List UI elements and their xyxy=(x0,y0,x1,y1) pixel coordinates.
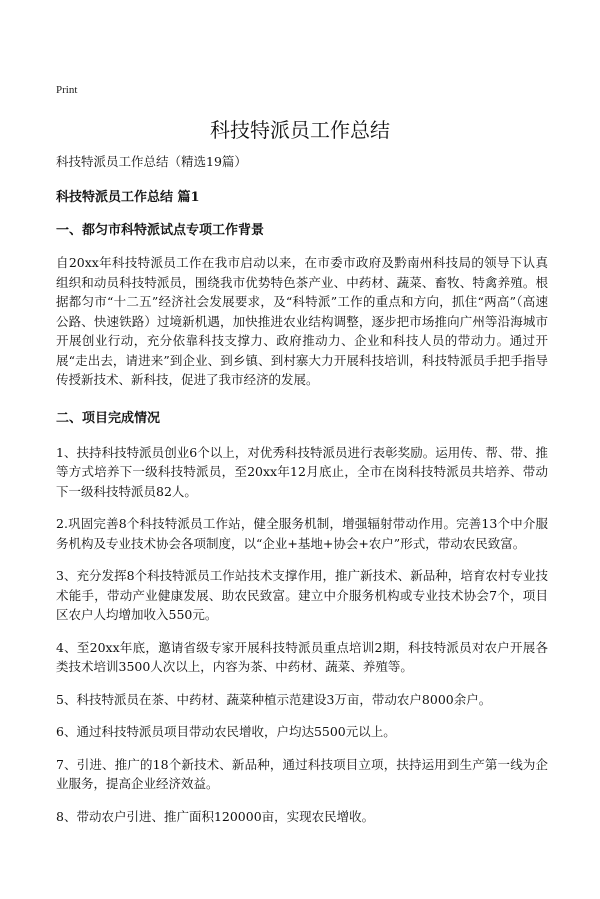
section-heading-background: 一、都匀市科特派试点专项工作背景 xyxy=(56,223,265,238)
document-title: 科技特派员工作总结 xyxy=(210,118,390,142)
list-item: 2.巩固完善8个科技特派员工作站，健全服务机制，增强辐射带动作用。完善13个中介服务机构及专业技术协会各项制度，以“企业+基地+协会+农户”形式，带动农民致富。 xyxy=(56,516,548,551)
list-item: 5、科技特派员在茶、中药材、蔬菜种植示范建设3万亩，带动农户8000余户。 xyxy=(56,691,492,707)
document-body xyxy=(56,153,548,839)
paragraph-background: 自20xx年科技特派员工作在我市启动以来，在市委市政府及黔南州科技局的领导下认真组织和动员科技特派员，围绕我市优势特色茶产业、中药材、蔬菜、畜牧、特禽养殖。根据都匀市“十二五”经济社会发展要求，及“科特派”工作的重点和方向，抓住“两高”（高速公路、快速铁路）过境新机遇，加快推进农业结构调整，逐步把市场推向广州等沿海城市开展创业行动，充分依靠科技支撑力、政府推动力、企业和科技人员的带动力。通过开展“走出去，请进来”到企业、到乡镇、到村寨大力开展科技培训，科技特派员手把手指导传授新技术、新科技，促进了我市经济的发展。 xyxy=(56,255,548,387)
list-item: 4、至20xx年底，邀请省级专家开展科技特派员重点培训2期，科技特派员对农户开展各类技术培训3500人次以上，内容为茶、中药材、蔬菜、养殖等。 xyxy=(56,639,548,674)
list-item: 1、扶持科技特派员创业6个以上，对优秀科技特派员进行表彰奖励。运用传、帮、带、推等方式培养下一级科技特派员，至20xx年12月底止，全市在岗科技特派员共培养、带动下一级科技特派员82人。 xyxy=(56,444,548,499)
section-heading-results: 二、项目完成情况 xyxy=(56,410,161,426)
document-subtitle: 科技特派员工作总结（精选19篇） xyxy=(56,154,247,169)
list-item: 8、带动农户引进、推广面积120000亩，实现农民增收。 xyxy=(56,808,375,824)
chapter-heading: 科技特派员工作总结 篇1 xyxy=(56,190,200,205)
list-item: 6、通过科技特派员项目带动农民增收，户均达5500元以上。 xyxy=(56,724,396,739)
list-item: 3、充分发挥8个科技特派员工作站技术支撑作用，推广新技术、新品种，培育农村专业技术能手，带动产业健康发展、助农民致富。建立中介服务机构或专业技术协会7个，项目区农户人均增加收入550元。 xyxy=(56,568,548,622)
list-item: 7、引进、推广的18个新技术、新品种，通过科技项目立项，扶持运用到生产第一线为企业服务，提高企业经济效益。 xyxy=(56,756,548,791)
print-label[interactable]: Print xyxy=(56,84,78,96)
